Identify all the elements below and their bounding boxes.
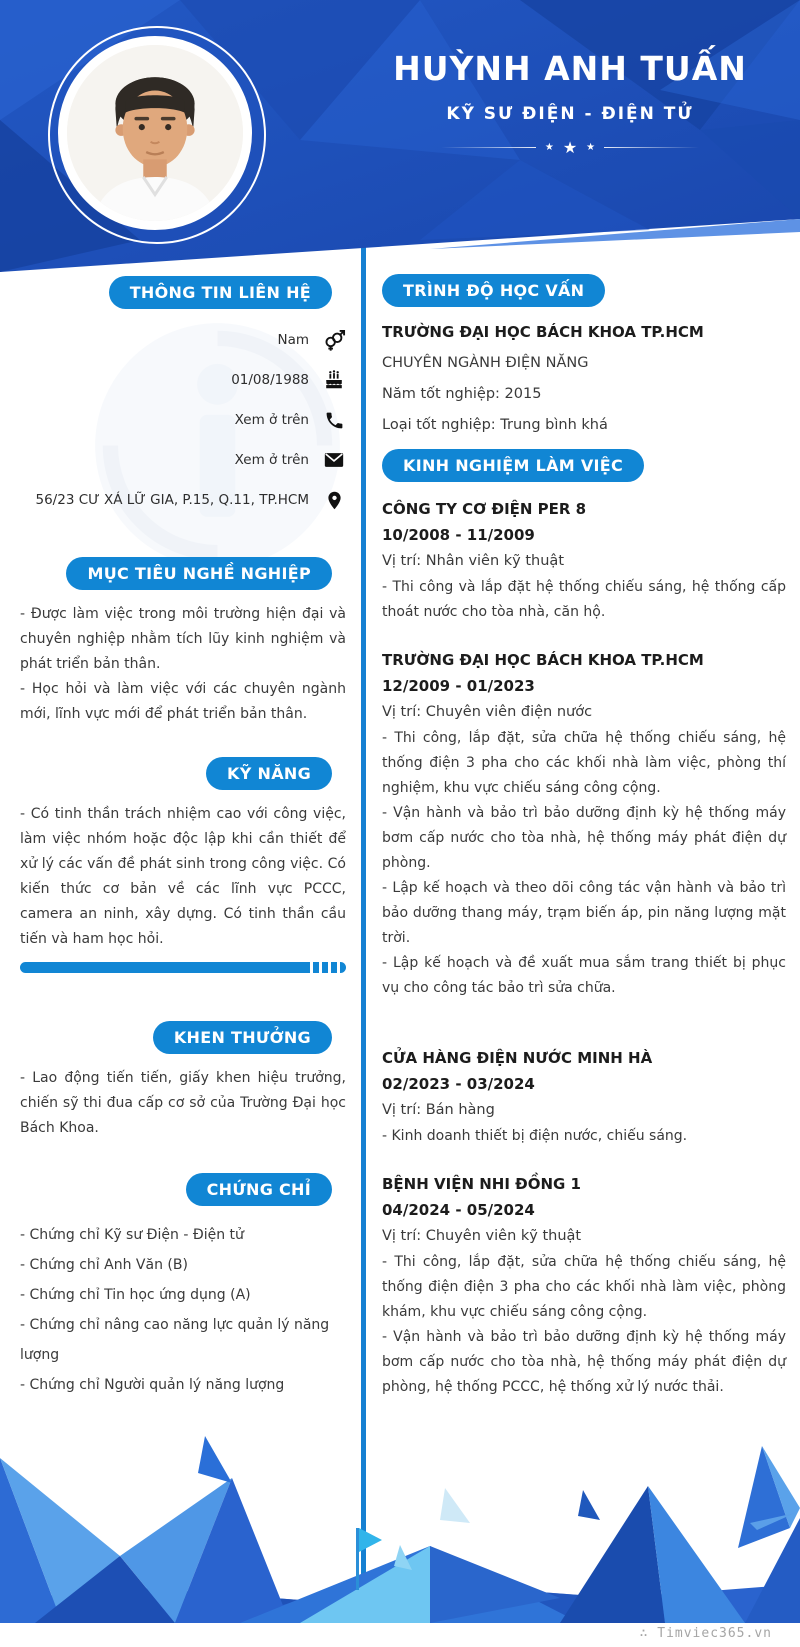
identity-block	[345, 50, 795, 156]
education-grad-year: Năm tốt nghiệp: 2015	[382, 386, 542, 402]
gender-icon	[322, 328, 346, 352]
profile-photo-frame	[48, 26, 266, 244]
contact-list	[20, 327, 346, 527]
contact-phone-value: Xem ở trên	[234, 412, 309, 428]
job-position: Vị trí: Nhân viên kỹ thuật	[382, 553, 565, 569]
skill-bar-segment-gap	[319, 962, 322, 973]
job-company: CÔNG TY CƠ ĐIỆN PER 8	[382, 500, 587, 518]
job-bullet: - Lập kế hoạch và theo dõi công tác vận hành và bảo trì bảo dưỡng thang máy, trạm biến áp, pin năng lượng mặt trời.	[382, 880, 786, 946]
awards-paragraph: - Lao động tiến tiến, giấy khen hiệu trưởng, chiến sỹ thi đua cấp cơ sở của Trường Đại học Bách Khoa.	[20, 1070, 346, 1136]
certificate-item: - Chứng chỉ nâng cao năng lực quản lý năng lượng	[20, 1317, 330, 1363]
birthday-icon	[322, 368, 346, 392]
job-period: 02/2023 - 03/2024	[382, 1075, 535, 1093]
contact-birthday-value: 01/08/1988	[231, 372, 309, 388]
candidate-name: HUỲNH ANH TUẤN	[393, 49, 747, 88]
job-bullet: - Thi công, lắp đặt, sửa chữa hệ thống chiếu sáng, hệ thống điện điện 3 pha cho các khối nhà làm việc, phòng khám, khu vực chiếu sáng công cộng.	[382, 1254, 786, 1320]
contact-address-value: 56/23 CƯ XÁ LỮ GIA, P.15, Q.11, TP.HCM	[35, 492, 309, 508]
education-major: CHUYÊN NGÀNH ĐIỆN NĂNG	[382, 355, 589, 371]
job-entry	[382, 496, 786, 625]
section-heading-awards: KHEN THƯỞNG	[153, 1021, 332, 1054]
certificate-item: - Chứng chỉ Tin học ứng dụng (A)	[20, 1287, 251, 1303]
star-divider	[345, 137, 795, 157]
objective-paragraph: - Được làm việc trong môi trường hiện đại và chuyên nghiệp nhằm tích lũy kinh nghiệm và phát triển bản thân.	[20, 606, 346, 672]
experience-list	[382, 496, 786, 1400]
objective-paragraph: - Học hỏi và làm việc với các chuyên ngành mới, lĩnh vực mới để phát triển bản thân.	[20, 681, 346, 722]
contact-row-address	[20, 487, 346, 513]
footer-polygon-decoration	[0, 1428, 800, 1623]
job-position: Vị trí: Bán hàng	[382, 1102, 495, 1118]
education-grad-rank: Loại tốt nghiệp: Trung bình khá	[382, 417, 608, 433]
column-divider	[361, 246, 366, 1578]
job-company: TRƯỜNG ĐẠI HỌC BÁCH KHOA TP.HCM	[382, 651, 704, 669]
job-entry	[382, 1171, 786, 1400]
contact-gender-value: Nam	[277, 332, 309, 348]
job-period: 10/2008 - 11/2009	[382, 526, 535, 544]
job-bullet: - Thi công và lắp đặt hệ thống chiếu sáng, hệ thống cấp thoát nước cho tòa nhà, căn hộ.	[382, 579, 786, 620]
section-heading-certificates: CHỨNG CHỈ	[186, 1173, 332, 1206]
section-heading-objective: MỤC TIÊU NGHỀ NGHIỆP	[66, 557, 332, 590]
certificate-item: - Chứng chỉ Kỹ sư Điện - Điện tử	[20, 1227, 244, 1243]
left-column	[20, 276, 346, 1400]
header-banner	[0, 0, 800, 272]
job-company: BỆNH VIỆN NHI ĐỒNG 1	[382, 1175, 581, 1193]
job-entry	[382, 1045, 786, 1149]
site-watermark: ∴ Timviec365.vn	[639, 1626, 772, 1641]
section-heading-contact: THÔNG TIN LIÊN HỆ	[109, 276, 332, 309]
contact-email-value: Xem ở trên	[234, 452, 309, 468]
job-bullet: - Vận hành và bảo trì bảo dưỡng định kỳ hệ thống máy bơm cấp nước cho tòa nhà, hệ thống máy phát điện dự phòng, hệ thống PCCC, hệ thống xử lý nước thải.	[382, 1329, 786, 1395]
certificate-list	[20, 1220, 346, 1400]
star-icon: ★	[544, 141, 554, 153]
job-bullet: - Lập kế hoạch và đề xuất mua sắm trang thiết bị phục vụ cho công tác bảo trì sửa chữa.	[382, 955, 786, 996]
profile-photo	[58, 36, 252, 230]
section-heading-experience: KINH NGHIỆM LÀM VIỆC	[382, 449, 644, 482]
divider-line-left	[441, 147, 536, 148]
job-position: Vị trí: Chuyên viên kỹ thuật	[382, 1228, 582, 1244]
phone-icon	[322, 408, 346, 432]
job-bullet: - Kinh doanh thiết bị điện nước, chiếu sáng.	[382, 1128, 688, 1144]
skills-text	[20, 802, 346, 952]
job-position: Vị trí: Chuyên viên điện nước	[382, 704, 593, 720]
email-icon	[322, 448, 346, 472]
contact-row-gender	[20, 327, 346, 353]
objective-text	[20, 602, 346, 727]
job-period: 04/2024 - 05/2024	[382, 1201, 535, 1219]
candidate-job-title: KỸ SƯ ĐIỆN - ĐIỆN TỬ	[446, 103, 694, 124]
star-icon: ★	[562, 137, 578, 157]
job-entry	[382, 647, 786, 1001]
star-icon: ★	[586, 141, 596, 153]
skill-level-bar	[20, 962, 346, 973]
contact-row-birthday	[20, 367, 346, 393]
skill-bar-segment-gap	[328, 962, 331, 973]
skills-description: - Có tinh thần trách nhiệm cao với công việc, làm việc nhóm hoặc độc lập khi cần thiết để xử lý các vấn đề phát sinh trong công việc. Có kiến thức cơ bản về các lĩnh vực PCCC, camera an ninh, xây dựng. Có tinh thần cầu tiến và ham học hỏi.	[20, 806, 346, 947]
job-bullet: - Thi công, lắp đặt, sửa chữa hệ thống chiếu sáng, hệ thống điện 3 pha cho các khối nhà làm việc, phòng thí nghiệm, khu vực chiếu sáng công cộng.	[382, 730, 786, 796]
contact-row-phone	[20, 407, 346, 433]
skill-bar-segment-gap	[310, 962, 313, 973]
awards-text	[20, 1066, 346, 1141]
portrait-illustration	[67, 45, 243, 221]
education-block	[382, 317, 786, 441]
divider-line-right	[604, 147, 699, 148]
education-school: TRƯỜNG ĐẠI HỌC BÁCH KHOA TP.HCM	[382, 323, 704, 341]
job-period: 12/2009 - 01/2023	[382, 677, 535, 695]
contact-row-email	[20, 447, 346, 473]
job-bullet: - Vận hành và bảo trì bảo dưỡng định kỳ hệ thống máy bơm cấp nước cho tòa nhà, hệ thống máy phát điện dự phòng.	[382, 805, 786, 871]
certificate-item: - Chứng chỉ Người quản lý năng lượng	[20, 1377, 285, 1393]
skill-bar-segment-gap	[337, 962, 340, 973]
section-heading-skills: KỸ NĂNG	[206, 757, 332, 790]
right-column	[382, 274, 786, 1400]
certificate-item: - Chứng chỉ Anh Văn (B)	[20, 1257, 188, 1273]
job-company: CỬA HÀNG ĐIỆN NƯỚC MINH HÀ	[382, 1049, 653, 1067]
location-icon	[322, 488, 346, 512]
section-heading-education: TRÌNH ĐỘ HỌC VẤN	[382, 274, 605, 307]
